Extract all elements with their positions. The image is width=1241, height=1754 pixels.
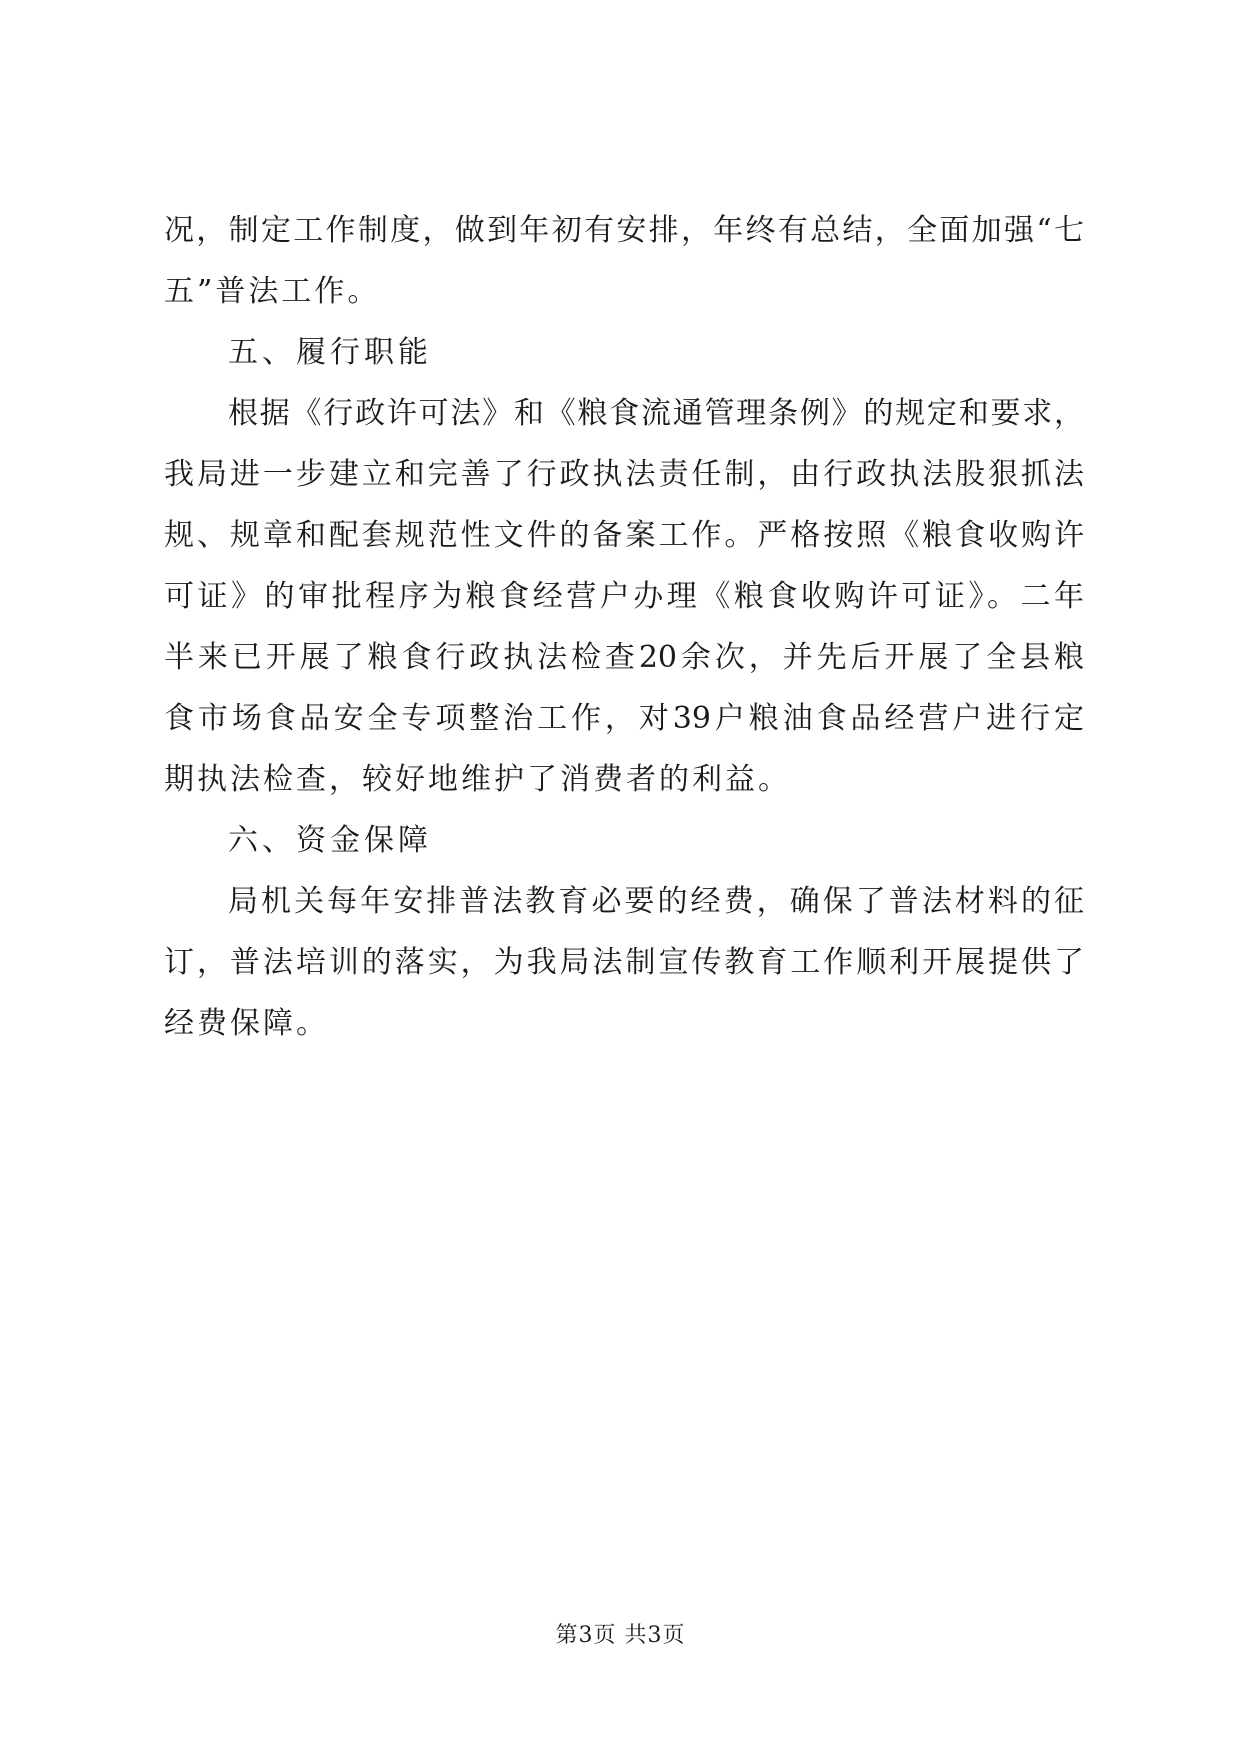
paragraph-line: 我局进一步建立和完善了行政执法责任制，由行政执法股狠抓法 — [164, 457, 1084, 492]
paragraph-line: 期执法检查，较好地维护了消费者的利益。 — [164, 762, 791, 797]
document-body — [164, 200, 1084, 1054]
paragraph-line: 根据《行政许可法》和《粮食流通管理条例》的规定和要求， — [228, 396, 1084, 431]
paragraph-line: 订，普法培训的落实，为我局法制宣传教育工作顺利开展提供了 — [164, 945, 1084, 980]
section-heading: 六、资金保障 — [228, 823, 432, 858]
paragraph-line: 可证》的审批程序为粮食经营户办理《粮食收购许可证》。二年 — [164, 579, 1084, 614]
paragraph-line: 局机关每年安排普法教育必要的经费，确保了普法材料的征 — [228, 884, 1084, 919]
paragraph-line: 经费保障。 — [164, 1006, 329, 1041]
paragraph-line: 食市场食品安全专项整治工作，对39户粮油食品经营户进行定 — [164, 701, 1084, 736]
paragraph-line: 半来已开展了粮食行政执法检查20余次，并先后开展了全县粮 — [164, 640, 1084, 675]
paragraph-line: 五”普法工作。 — [164, 274, 381, 309]
section-heading: 五、履行职能 — [228, 335, 432, 370]
page-number-footer: 第3页 共3页 — [555, 1623, 686, 1648]
paragraph-line: 况，制定工作制度，做到年初有安排，年终有总结，全面加强“七 — [164, 213, 1084, 248]
paragraph-line: 规、规章和配套规范性文件的备案工作。严格按照《粮食收购许 — [164, 518, 1084, 553]
